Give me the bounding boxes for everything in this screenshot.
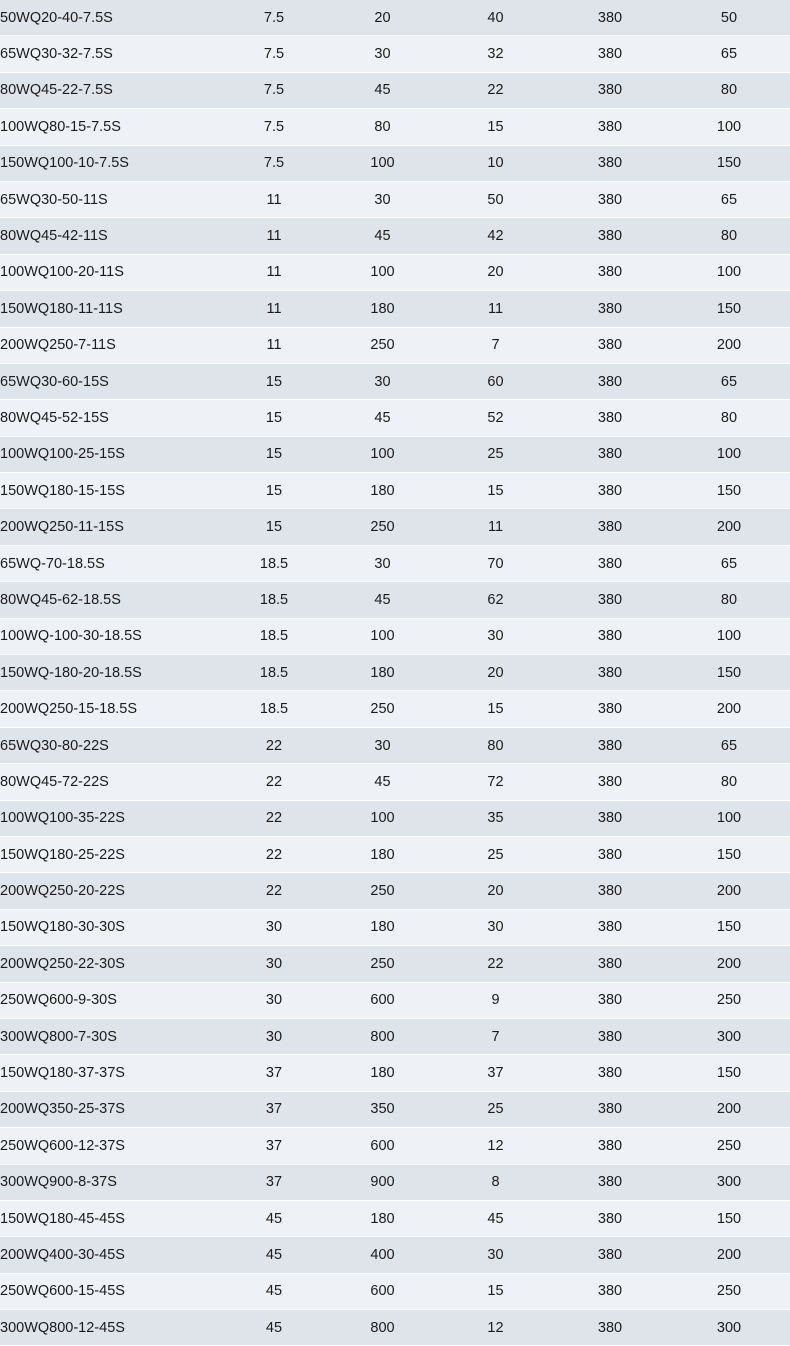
cell-outlet: 150: [668, 655, 790, 691]
cell-model: 250WQ600-15-45S: [0, 1273, 222, 1309]
cell-flow: 45: [326, 218, 439, 254]
cell-outlet: 65: [668, 363, 790, 399]
cell-voltage: 380: [552, 1055, 668, 1091]
cell-voltage: 380: [552, 800, 668, 836]
cell-outlet: 150: [668, 145, 790, 181]
cell-outlet: 80: [668, 72, 790, 108]
cell-flow: 30: [326, 363, 439, 399]
cell-power: 37: [222, 1091, 326, 1127]
cell-power: 37: [222, 1164, 326, 1200]
cell-model: 200WQ250-7-11S: [0, 327, 222, 363]
cell-head: 11: [439, 291, 552, 327]
cell-model: 300WQ800-12-45S: [0, 1310, 222, 1346]
cell-power: 22: [222, 727, 326, 763]
table-row: [0, 1273, 790, 1309]
table-row: [0, 509, 790, 545]
cell-voltage: 380: [552, 1200, 668, 1236]
cell-voltage: 380: [552, 618, 668, 654]
cell-head: 15: [439, 473, 552, 509]
cell-head: 20: [439, 873, 552, 909]
cell-model: 80WQ45-42-11S: [0, 218, 222, 254]
cell-power: 45: [222, 1200, 326, 1236]
cell-voltage: 380: [552, 836, 668, 872]
cell-voltage: 380: [552, 363, 668, 399]
cell-model: 150WQ180-11-11S: [0, 291, 222, 327]
table-row: [0, 36, 790, 72]
cell-model: 150WQ180-30-30S: [0, 909, 222, 945]
cell-head: 60: [439, 363, 552, 399]
cell-model: 200WQ250-15-18.5S: [0, 691, 222, 727]
table-row: [0, 691, 790, 727]
cell-power: 7.5: [222, 36, 326, 72]
cell-power: 15: [222, 363, 326, 399]
cell-flow: 900: [326, 1164, 439, 1200]
cell-voltage: 380: [552, 1237, 668, 1273]
cell-voltage: 380: [552, 655, 668, 691]
table-row: [0, 327, 790, 363]
cell-model: 100WQ100-35-22S: [0, 800, 222, 836]
table-row: [0, 1200, 790, 1236]
cell-voltage: 380: [552, 1310, 668, 1346]
cell-outlet: 300: [668, 1310, 790, 1346]
cell-power: 11: [222, 254, 326, 290]
cell-outlet: 65: [668, 36, 790, 72]
table-row: [0, 72, 790, 108]
cell-outlet: 150: [668, 836, 790, 872]
cell-voltage: 380: [552, 291, 668, 327]
cell-head: 30: [439, 909, 552, 945]
cell-flow: 30: [326, 727, 439, 763]
cell-outlet: 80: [668, 582, 790, 618]
cell-outlet: 200: [668, 691, 790, 727]
table-row: [0, 946, 790, 982]
cell-head: 32: [439, 36, 552, 72]
cell-model: 300WQ900-8-37S: [0, 1164, 222, 1200]
cell-head: 70: [439, 545, 552, 581]
table-row: [0, 873, 790, 909]
cell-voltage: 380: [552, 36, 668, 72]
cell-power: 15: [222, 436, 326, 472]
table-row: [0, 0, 790, 36]
cell-outlet: 200: [668, 509, 790, 545]
cell-head: 9: [439, 982, 552, 1018]
table-row: [0, 254, 790, 290]
cell-flow: 180: [326, 909, 439, 945]
cell-model: 150WQ180-45-45S: [0, 1200, 222, 1236]
cell-model: 150WQ180-25-22S: [0, 836, 222, 872]
cell-flow: 180: [326, 291, 439, 327]
cell-flow: 80: [326, 109, 439, 145]
cell-outlet: 150: [668, 909, 790, 945]
cell-flow: 250: [326, 691, 439, 727]
cell-outlet: 100: [668, 436, 790, 472]
table-row: [0, 1310, 790, 1346]
cell-outlet: 300: [668, 1164, 790, 1200]
cell-flow: 250: [326, 327, 439, 363]
cell-flow: 30: [326, 36, 439, 72]
cell-head: 15: [439, 691, 552, 727]
cell-model: 80WQ45-52-15S: [0, 400, 222, 436]
cell-flow: 600: [326, 1128, 439, 1164]
cell-outlet: 200: [668, 1091, 790, 1127]
cell-model: 200WQ350-25-37S: [0, 1091, 222, 1127]
cell-outlet: 150: [668, 473, 790, 509]
cell-voltage: 380: [552, 72, 668, 108]
cell-head: 50: [439, 181, 552, 217]
cell-model: 65WQ30-32-7.5S: [0, 36, 222, 72]
cell-outlet: 65: [668, 181, 790, 217]
cell-voltage: 380: [552, 145, 668, 181]
cell-model: 80WQ45-72-22S: [0, 764, 222, 800]
cell-power: 22: [222, 873, 326, 909]
cell-outlet: 80: [668, 400, 790, 436]
cell-voltage: 380: [552, 436, 668, 472]
cell-voltage: 380: [552, 1128, 668, 1164]
cell-head: 35: [439, 800, 552, 836]
cell-power: 7.5: [222, 72, 326, 108]
cell-voltage: 380: [552, 254, 668, 290]
cell-head: 22: [439, 72, 552, 108]
cell-flow: 250: [326, 946, 439, 982]
cell-flow: 100: [326, 254, 439, 290]
cell-head: 30: [439, 618, 552, 654]
cell-flow: 20: [326, 0, 439, 36]
cell-flow: 180: [326, 1200, 439, 1236]
cell-head: 20: [439, 655, 552, 691]
cell-outlet: 50: [668, 0, 790, 36]
cell-model: 80WQ45-22-7.5S: [0, 72, 222, 108]
cell-flow: 180: [326, 655, 439, 691]
cell-head: 62: [439, 582, 552, 618]
cell-flow: 180: [326, 1055, 439, 1091]
cell-power: 11: [222, 327, 326, 363]
cell-outlet: 200: [668, 946, 790, 982]
cell-head: 11: [439, 509, 552, 545]
cell-power: 18.5: [222, 618, 326, 654]
cell-flow: 45: [326, 72, 439, 108]
table-row: [0, 363, 790, 399]
cell-head: 25: [439, 836, 552, 872]
cell-flow: 30: [326, 545, 439, 581]
cell-voltage: 380: [552, 509, 668, 545]
cell-voltage: 380: [552, 473, 668, 509]
cell-head: 7: [439, 327, 552, 363]
cell-voltage: 380: [552, 909, 668, 945]
cell-head: 15: [439, 109, 552, 145]
cell-head: 30: [439, 1237, 552, 1273]
cell-flow: 45: [326, 582, 439, 618]
cell-outlet: 100: [668, 618, 790, 654]
cell-outlet: 150: [668, 291, 790, 327]
cell-model: 250WQ600-9-30S: [0, 982, 222, 1018]
table-row: [0, 800, 790, 836]
table-row: [0, 545, 790, 581]
table-row: [0, 655, 790, 691]
cell-head: 25: [439, 1091, 552, 1127]
cell-voltage: 380: [552, 218, 668, 254]
cell-model: 150WQ-180-20-18.5S: [0, 655, 222, 691]
cell-voltage: 380: [552, 545, 668, 581]
table-row: [0, 764, 790, 800]
cell-outlet: 200: [668, 873, 790, 909]
cell-head: 10: [439, 145, 552, 181]
cell-model: 200WQ400-30-45S: [0, 1237, 222, 1273]
cell-head: 25: [439, 436, 552, 472]
cell-power: 11: [222, 218, 326, 254]
cell-power: 7.5: [222, 0, 326, 36]
cell-power: 37: [222, 1055, 326, 1091]
cell-outlet: 80: [668, 764, 790, 800]
cell-flow: 600: [326, 1273, 439, 1309]
table-row: [0, 909, 790, 945]
table-row: [0, 218, 790, 254]
cell-model: 50WQ20-40-7.5S: [0, 0, 222, 36]
cell-flow: 800: [326, 1310, 439, 1346]
table-row: [0, 582, 790, 618]
cell-power: 30: [222, 946, 326, 982]
cell-voltage: 380: [552, 946, 668, 982]
table-row: [0, 1128, 790, 1164]
cell-head: 7: [439, 1018, 552, 1054]
table-row: [0, 109, 790, 145]
table-row: [0, 1091, 790, 1127]
cell-model: 200WQ250-20-22S: [0, 873, 222, 909]
table-row: [0, 181, 790, 217]
cell-power: 18.5: [222, 691, 326, 727]
cell-voltage: 380: [552, 109, 668, 145]
cell-outlet: 150: [668, 1055, 790, 1091]
cell-model: 65WQ-70-18.5S: [0, 545, 222, 581]
cell-flow: 250: [326, 509, 439, 545]
cell-power: 15: [222, 473, 326, 509]
cell-outlet: 100: [668, 109, 790, 145]
cell-power: 18.5: [222, 545, 326, 581]
cell-voltage: 380: [552, 582, 668, 618]
cell-model: 100WQ80-15-7.5S: [0, 109, 222, 145]
cell-outlet: 65: [668, 727, 790, 763]
cell-power: 45: [222, 1273, 326, 1309]
cell-power: 45: [222, 1310, 326, 1346]
table-row: [0, 473, 790, 509]
cell-head: 12: [439, 1128, 552, 1164]
cell-model: 150WQ100-10-7.5S: [0, 145, 222, 181]
cell-outlet: 100: [668, 800, 790, 836]
cell-model: 250WQ600-12-37S: [0, 1128, 222, 1164]
cell-voltage: 380: [552, 727, 668, 763]
table-row: [0, 1237, 790, 1273]
cell-head: 20: [439, 254, 552, 290]
cell-outlet: 300: [668, 1018, 790, 1054]
cell-voltage: 380: [552, 1091, 668, 1127]
cell-flow: 600: [326, 982, 439, 1018]
table-row: [0, 982, 790, 1018]
cell-head: 40: [439, 0, 552, 36]
cell-head: 8: [439, 1164, 552, 1200]
cell-power: 30: [222, 1018, 326, 1054]
table-row: [0, 436, 790, 472]
cell-outlet: 100: [668, 254, 790, 290]
cell-model: 150WQ180-37-37S: [0, 1055, 222, 1091]
table-row: [0, 618, 790, 654]
cell-flow: 100: [326, 436, 439, 472]
cell-power: 15: [222, 400, 326, 436]
table-row: [0, 400, 790, 436]
cell-voltage: 380: [552, 1273, 668, 1309]
table-row: [0, 727, 790, 763]
cell-outlet: 200: [668, 327, 790, 363]
cell-power: 11: [222, 181, 326, 217]
cell-model: 100WQ-100-30-18.5S: [0, 618, 222, 654]
cell-flow: 30: [326, 181, 439, 217]
cell-flow: 400: [326, 1237, 439, 1273]
cell-power: 37: [222, 1128, 326, 1164]
cell-flow: 250: [326, 873, 439, 909]
cell-model: 65WQ30-60-15S: [0, 363, 222, 399]
cell-head: 45: [439, 1200, 552, 1236]
cell-outlet: 250: [668, 1273, 790, 1309]
cell-head: 80: [439, 727, 552, 763]
table-row: [0, 836, 790, 872]
cell-flow: 100: [326, 618, 439, 654]
cell-model: 65WQ30-80-22S: [0, 727, 222, 763]
cell-model: 150WQ180-15-15S: [0, 473, 222, 509]
table-row: [0, 1018, 790, 1054]
cell-power: 7.5: [222, 145, 326, 181]
cell-head: 52: [439, 400, 552, 436]
table-row: [0, 1164, 790, 1200]
cell-head: 42: [439, 218, 552, 254]
cell-voltage: 380: [552, 1018, 668, 1054]
cell-voltage: 380: [552, 181, 668, 217]
cell-voltage: 380: [552, 873, 668, 909]
cell-outlet: 150: [668, 1200, 790, 1236]
cell-model: 80WQ45-62-18.5S: [0, 582, 222, 618]
cell-voltage: 380: [552, 764, 668, 800]
cell-outlet: 250: [668, 982, 790, 1018]
cell-power: 30: [222, 982, 326, 1018]
cell-voltage: 380: [552, 982, 668, 1018]
cell-power: 11: [222, 291, 326, 327]
cell-outlet: 200: [668, 1237, 790, 1273]
cell-flow: 180: [326, 473, 439, 509]
cell-power: 45: [222, 1237, 326, 1273]
cell-voltage: 380: [552, 400, 668, 436]
cell-model: 65WQ30-50-11S: [0, 181, 222, 217]
cell-head: 72: [439, 764, 552, 800]
cell-voltage: 380: [552, 691, 668, 727]
cell-head: 15: [439, 1273, 552, 1309]
cell-model: 200WQ250-11-15S: [0, 509, 222, 545]
cell-model: 200WQ250-22-30S: [0, 946, 222, 982]
table-row: [0, 145, 790, 181]
cell-outlet: 65: [668, 545, 790, 581]
cell-flow: 180: [326, 836, 439, 872]
cell-power: 18.5: [222, 655, 326, 691]
cell-outlet: 80: [668, 218, 790, 254]
cell-power: 18.5: [222, 582, 326, 618]
cell-voltage: 380: [552, 1164, 668, 1200]
cell-power: 22: [222, 800, 326, 836]
cell-flow: 100: [326, 800, 439, 836]
cell-voltage: 380: [552, 327, 668, 363]
cell-head: 37: [439, 1055, 552, 1091]
cell-flow: 800: [326, 1018, 439, 1054]
cell-head: 12: [439, 1310, 552, 1346]
cell-outlet: 250: [668, 1128, 790, 1164]
cell-flow: 45: [326, 400, 439, 436]
cell-flow: 100: [326, 145, 439, 181]
cell-model: 100WQ100-25-15S: [0, 436, 222, 472]
cell-power: 22: [222, 764, 326, 800]
cell-power: 22: [222, 836, 326, 872]
cell-power: 30: [222, 909, 326, 945]
table-row: [0, 1055, 790, 1091]
cell-power: 7.5: [222, 109, 326, 145]
cell-flow: 45: [326, 764, 439, 800]
table-row: [0, 291, 790, 327]
cell-flow: 350: [326, 1091, 439, 1127]
cell-voltage: 380: [552, 0, 668, 36]
cell-model: 100WQ100-20-11S: [0, 254, 222, 290]
cell-head: 22: [439, 946, 552, 982]
cell-model: 300WQ800-7-30S: [0, 1018, 222, 1054]
cell-power: 15: [222, 509, 326, 545]
